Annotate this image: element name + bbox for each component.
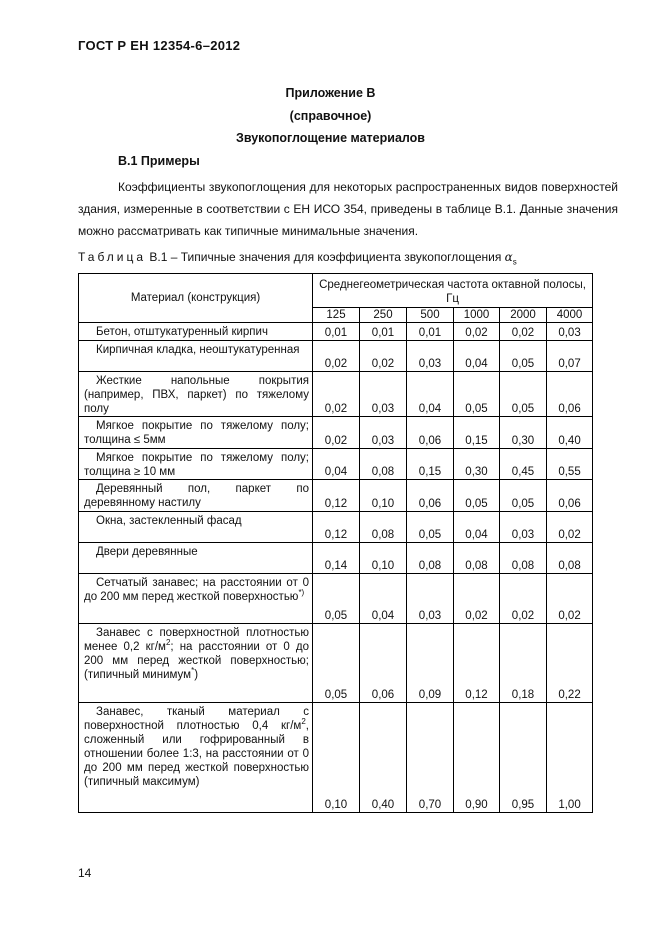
frequency-header: 250: [360, 308, 407, 323]
material-cell: [79, 417, 313, 449]
table-row: [79, 449, 593, 480]
material-text: Занавес, тканый материал с поверхностной плотностью 0,4 кг/м: [84, 706, 309, 732]
superscript: *: [191, 666, 195, 676]
material-text: ): [194, 669, 199, 681]
section-heading: В.1 Примеры: [118, 154, 200, 168]
table-caption: [78, 250, 517, 266]
table-row: [79, 512, 593, 543]
value-cell: 0,12: [313, 512, 360, 543]
material-text: Бетон, отштукатуренный кирпич: [96, 326, 268, 338]
value-cell: 0,04: [360, 574, 407, 624]
alpha-symbol: α: [504, 250, 513, 264]
value-cell: 0,05: [407, 512, 454, 543]
alpha-subscript: s: [512, 257, 517, 267]
value-cell: 0,05: [500, 480, 547, 512]
value-cell: 0,08: [454, 543, 500, 574]
value-cell: 0,05: [313, 574, 360, 624]
value-cell: 0,06: [547, 372, 593, 417]
value-cell: 0,03: [500, 512, 547, 543]
table-row: [79, 341, 593, 372]
value-cell: 0,02: [547, 512, 593, 543]
footnote-marker: *): [298, 588, 305, 598]
table-row: [79, 574, 593, 624]
material-text: Жесткие напольные покрытия (например, ПВХ, паркет) по тяжелому полу: [84, 375, 309, 415]
appendix-title: Приложение В: [285, 86, 376, 100]
table-row: [79, 480, 593, 512]
value-cell: 0,06: [360, 624, 407, 703]
material-text: Занавес с поверхностной плотностью менее 0,2 кг/м: [84, 627, 309, 653]
value-cell: 0,08: [547, 543, 593, 574]
value-cell: 0,03: [407, 574, 454, 624]
material-cell: [79, 574, 313, 624]
value-cell: 0,01: [313, 323, 360, 341]
value-cell: 0,03: [547, 323, 593, 341]
material-text: Сетчатый занавес; на расстоянии от 0 до 200 мм перед жесткой поверхностью: [84, 577, 309, 603]
material-text: Окна, застекленный фасад: [96, 515, 242, 527]
material-text: , сложенный или гофрированный в отношении более 1:3, на расстоянии от 0 до 200 мм перед жесткой поверхностью (типичный максимум): [84, 720, 309, 788]
value-cell: 0,02: [454, 574, 500, 624]
value-cell: 0,02: [500, 323, 547, 341]
value-cell: 0,06: [407, 480, 454, 512]
value-cell: 0,09: [407, 624, 454, 703]
value-cell: 0,10: [360, 480, 407, 512]
material-cell: [79, 323, 313, 341]
page-number: 14: [78, 866, 92, 880]
value-cell: 0,55: [547, 449, 593, 480]
table-row: [79, 323, 593, 341]
superscript: 2: [165, 638, 171, 648]
value-cell: 0,03: [360, 372, 407, 417]
material-cell: [79, 543, 313, 574]
material-text: Мягкое покрытие по тяжелому полу; толщина ≥ 10 мм: [84, 452, 309, 478]
value-cell: 0,08: [360, 512, 407, 543]
material-text: Кирпичная кладка, неоштукатуренная: [96, 344, 300, 356]
value-cell: 0,02: [313, 372, 360, 417]
value-cell: 0,07: [547, 341, 593, 372]
value-cell: 1,00: [547, 703, 593, 813]
value-cell: 0,12: [454, 624, 500, 703]
material-cell: [79, 341, 313, 372]
frequency-group-header: Среднегеометрическая частота октавной полосы, Гц: [313, 274, 593, 308]
frequency-header: 4000: [547, 308, 593, 323]
value-cell: 0,02: [313, 341, 360, 372]
material-text: Двери деревянные: [96, 546, 198, 558]
material-text: Мягкое покрытие по тяжелому полу; толщина ≤ 5мм: [84, 420, 309, 446]
table-row: [79, 417, 593, 449]
value-cell: 0,04: [313, 449, 360, 480]
table-row: [79, 624, 593, 703]
value-cell: 0,15: [407, 449, 454, 480]
value-cell: 0,02: [500, 574, 547, 624]
frequency-header: 2000: [500, 308, 547, 323]
value-cell: 0,15: [454, 417, 500, 449]
value-cell: 0,05: [500, 372, 547, 417]
value-cell: 0,06: [547, 480, 593, 512]
value-cell: 0,12: [313, 480, 360, 512]
value-cell: 0,30: [454, 449, 500, 480]
value-cell: 0,02: [454, 323, 500, 341]
value-cell: 0,10: [313, 703, 360, 813]
value-cell: 0,40: [360, 703, 407, 813]
table-row: [79, 703, 593, 813]
frequency-header: 1000: [454, 308, 500, 323]
frequency-header: 125: [313, 308, 360, 323]
value-cell: 0,22: [547, 624, 593, 703]
value-cell: 0,02: [360, 341, 407, 372]
material-cell: [79, 512, 313, 543]
value-cell: 0,05: [454, 480, 500, 512]
value-cell: 0,04: [454, 512, 500, 543]
superscript: 2: [301, 717, 306, 727]
value-cell: 0,01: [360, 323, 407, 341]
material-cell: [79, 624, 313, 703]
value-cell: 0,95: [500, 703, 547, 813]
table-row: [79, 543, 593, 574]
value-cell: 0,40: [547, 417, 593, 449]
value-cell: 0,04: [407, 372, 454, 417]
value-cell: 0,70: [407, 703, 454, 813]
value-cell: 0,14: [313, 543, 360, 574]
material-text: Деревянный пол, паркет по деревянному настилу: [84, 483, 309, 509]
material-text: ; на расстоянии от 0 до 200 мм перед жесткой поверхностью; (типичный минимум: [84, 641, 309, 681]
value-cell: 0,02: [547, 574, 593, 624]
value-cell: 0,90: [454, 703, 500, 813]
value-cell: 0,08: [360, 449, 407, 480]
body-paragraph: Коэффициенты звукопоглощения для некоторых распространенных видов поверхностей здания, измеренные в соответствии с ЕН ИСО 354, приведены в таблице В.1. Данные значения можно рассматривать как типичные минимальные значения.: [78, 180, 618, 238]
value-cell: 0,08: [500, 543, 547, 574]
value-cell: 0,30: [500, 417, 547, 449]
value-cell: 0,06: [407, 417, 454, 449]
table-row: [79, 372, 593, 417]
absorption-table: [78, 273, 593, 813]
document-header: ГОСТ Р ЕН 12354-6–2012: [78, 38, 241, 53]
frequency-header: 500: [407, 308, 454, 323]
value-cell: 0,01: [407, 323, 454, 341]
value-cell: 0,03: [360, 417, 407, 449]
value-cell: 0,08: [407, 543, 454, 574]
value-cell: 0,04: [454, 341, 500, 372]
caption-text: В.1 – Типичные значения для коэффициента звукопоглощения: [146, 250, 505, 264]
material-cell: [79, 703, 313, 813]
value-cell: 0,05: [313, 624, 360, 703]
value-cell: 0,03: [407, 341, 454, 372]
value-cell: 0,05: [500, 341, 547, 372]
material-column-header: Материал (конструкция): [79, 274, 313, 323]
appendix-subtitle: (справочное): [289, 109, 372, 123]
material-cell: [79, 372, 313, 417]
value-cell: 0,45: [500, 449, 547, 480]
value-cell: 0,05: [454, 372, 500, 417]
material-cell: [79, 480, 313, 512]
value-cell: 0,02: [313, 417, 360, 449]
caption-label: Таблица: [78, 250, 147, 264]
material-cell: [79, 449, 313, 480]
value-cell: 0,10: [360, 543, 407, 574]
appendix-name: Звукопоглощение материалов: [235, 131, 425, 145]
value-cell: 0,18: [500, 624, 547, 703]
